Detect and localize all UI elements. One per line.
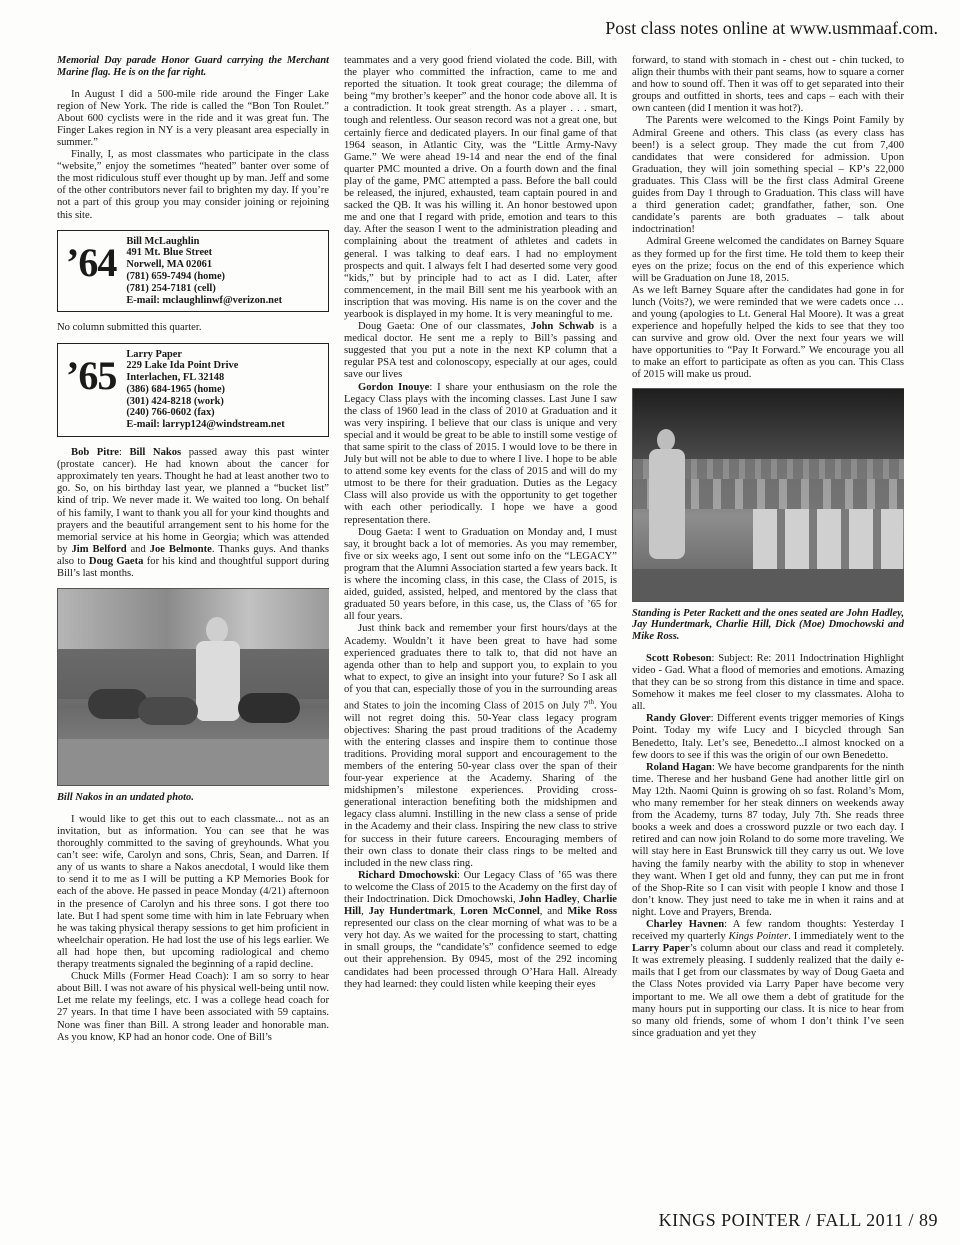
contact-phone-cell: (781) 254-7181 (cell) bbox=[126, 282, 216, 294]
contact-phone-home: (781) 659-7494 (home) bbox=[126, 271, 226, 283]
text-run: : A few random thoughts: Yesterday I received my quarterly bbox=[632, 918, 904, 943]
text-run: : Our Legacy Class of ’65 was there to welcome the Class of 2015 to the Academy on the first day of their Indoctrination. Dick Dmochowski, bbox=[344, 869, 617, 905]
text-run: , bbox=[576, 894, 583, 905]
paragraph: teammates and a very good friend violated the code. Bill, with the player who committed the infraction, came to me and reported the situation. It took great courage; the dilemma of being “my brother’s keeper” and the honor code above all. It is a contradiction. It took great strength. As a player . . . smart, tough and relentless. Our season record was not a great one, but certainly fierce and dedicated players. In our final game of that 1964 season, in Atlantic City, was the “Little Army-Navy Game.” We were ahead 19-14 and near the end of the final quarter PMC mounted a drive. On a fourth down and the final play of the game, PMC attempted a pass. Before the ball could be released, the injured, exhausted, team captain poured in and sacked the QB. It was his willing it. An honor bestowed upon me and one that I regard with pride, emotion and tears to this day. After the season I went to the administration pleading and complaining about the treatment of athletes and cadets in general. I was talking to deaf ears. I had no employment prospects and quit. I always felt I had deserted some very good “kids,” but by principle had to act as I did. Later, after commencement, in the mail Bill sent me his yearbook with an inscription that was moving. His name is on the cover and the yearbook is displayed in my home. It is very meaningful to me. bbox=[344, 55, 617, 320]
text-run: : Different events trigger memories of Kings Point. Today my wife Lucy and I bicycled through San Benedetto, Italy. Let’s see, Benedetto...I almost knocked on a few doors to see if this was the origin of our own Benedetto. bbox=[632, 713, 904, 761]
paragraph: forward, to stand with stomach in - chest out - chin tucked, to align their thumbs with their pant seams, how to square a corner and how to sound off. Then it was off to get separated into their groups and outfitted in shorts, tees and caps – each with their own canteen (did I mention it was hot?). bbox=[632, 55, 904, 115]
text-run: ’s column about our class and read it completely. It was extremely pleasing. I suddenly realized that the daily e-mails that I get from our classmates by way of Doug Gaeta and the Class Notes provided via Larry Paper have become very important to me. We all owe them a debt of gratitude for the many hours put in supporting our class. It is nice to hear from so many old friends, some of whom I don’t think I’ve seen since graduation and yet they bbox=[632, 943, 904, 1039]
contact-fax: (240) 766-0602 (fax) bbox=[126, 407, 215, 419]
text-run: , and bbox=[539, 906, 568, 918]
paragraph: Finally, I, as most classmates who participate in the class “website,” enjoy the sometimes “heated” banter over some of the most ridiculous stuff ever thought up by man. Jeff and some of the other contributors never fail to brighten my day. If you’re not a part of this group you may consider joining or rejoining this site. bbox=[57, 149, 329, 221]
text-run: . I immediately went to the bbox=[788, 931, 904, 943]
paragraph: The Parents were welcomed to the Kings Point Family by Admiral Greene and others. This class (as every class has been!) is a select group. They made the cut from 7,400 candidates that were considered for admission. Upon Graduation, they will join something special – KP’s 22,000 graduates. This Class will be the first class Admiral Greene guides from Day 1 through to Graduation. This class will have a third generation cadet; grandfather, father, son. One candidate’s parents are both graduates – talk about indoctrination! bbox=[632, 115, 904, 236]
author-name: Scott Robeson bbox=[646, 652, 712, 664]
contact-email[interactable]: E-mail: larryp124@windstream.net bbox=[126, 419, 285, 431]
contact-city: Interlachen, FL 32148 bbox=[126, 372, 225, 384]
person-name: Jim Belford bbox=[71, 543, 127, 555]
person-name: Doug Gaeta bbox=[88, 555, 144, 567]
author-name: Charley Havnen bbox=[646, 918, 725, 930]
paragraph-havnen bbox=[632, 919, 904, 1040]
text-run: for his kind and thoughtful support during Bill’s last months. bbox=[57, 555, 329, 580]
person-name: John Hadley bbox=[518, 894, 577, 905]
class-year-65: ’65 bbox=[66, 352, 117, 398]
text-run: , bbox=[452, 906, 461, 918]
photo-caption-nakos: Bill Nakos in an undated photo. bbox=[57, 792, 194, 804]
contact-city: Norwell, MA 02061 bbox=[126, 259, 213, 271]
person-name: Joe Belmonte bbox=[149, 543, 212, 555]
contact-street: 491 Mt. Blue Street bbox=[126, 247, 213, 259]
text-run: Doug Gaeta: One of our classmates, bbox=[358, 321, 531, 333]
paragraph-pitre: Bob Pitre: Bill Nakos passed away this past winter (prostate cancer). He had known about the cancer for approximately ten years. Thought he had at least another two to go. So, on his birthday last year, we planned a “bucket list” kind of trip. We never made it. We waited too long. On behalf of his family, I want to thank you all for your kind thoughts and prayers and the beautiful arrangement sent to his home for the memorial service at his home in Georgia; which was attended by Jim Belford and Joe Belmonte. Thanks guys. And thanks also to Doug Gaeta for his kind and thoughtful support during Bill’s last months. bbox=[57, 447, 329, 580]
class-year-64: ’64 bbox=[66, 239, 117, 285]
class-64-contact-box bbox=[57, 230, 329, 313]
author-name: Bob Pitre bbox=[71, 447, 119, 459]
text-run: : Subject: Re: 2011 Indoctrination Highlight video - Gad. What a flood of memories and emotions. Amazing that they can be so strong from this distance in time and space. Somehow it makes me feel closer to my classmates. Aloha to all. bbox=[632, 652, 904, 713]
contact-name: Bill McLaughlin bbox=[126, 235, 200, 247]
paragraph-robeson bbox=[632, 653, 904, 713]
column-2 bbox=[344, 55, 617, 1180]
contact-email[interactable]: E-mail: mclaughlinwf@verizon.net bbox=[126, 294, 283, 306]
class-65-contact-box bbox=[57, 343, 329, 438]
author-name: Randy Glover bbox=[646, 713, 711, 725]
header-url-note: Post class notes online at www.usmmaaf.com. bbox=[605, 18, 938, 38]
text-run: . You will not regret doing this. 50-Year class legacy program objectives: Sharing the past proud traditions of the Academy with the entering classes and inspire them to continue those traditions. Providing moral support and encouragement to the members of the entering 50-year class over the span of their four-year experience at the Academy. Sharing of the midshipmen’s milestone experiences. Providing cross-generational interaction benefiting both the midshipmen and legacy class alumni. Instilling in the new class a sense of pride in the Academy and their class. Inspiring the new class to strive for success in their future careers. Encouraging members of their own class to donate their class rings to be melted and included in the new class ring. bbox=[344, 700, 617, 869]
contact-street: 229 Lake Ida Point Drive bbox=[126, 360, 239, 372]
column-3 bbox=[632, 55, 904, 1180]
paragraph: I would like to get this out to each classmate... not as an invitation, but as information. You can see that he was thoroughly committed to the saving of greyhounds. What you can’t see: wife, Carolyn and sons, Chris, Sean, and Darren. If any of us wants to share a Nakos anecdotal, I would like them to send it to me as I will be putting a KP Memories Book for each of the above. He passed in peace Monday (4/21) afternoon in the presence of Carolyn and his three sons. I got there too late. But I had spent some time with him in late February when he was taking physical therapy sessions to get him proficient in wheelchair operation. He had lost the use of his legs earlier. We all had hope then, but upcoming radiological and chemo therapy treatments signaled the beginning of a rapid decline. bbox=[57, 813, 329, 971]
photo-caption-legacy-class: Standing is Peter Rackett and the ones seated are John Hadley, Jay Hundertmark, Charlie Hill, Dick (Moe) Dmochowski and Mike Ross. bbox=[632, 607, 904, 643]
paragraph: Doug Gaeta: I went to Graduation on Monday and, I must say, it brought back a lot of memories. As you may remember, five or six weeks ago, I sent out some info on the “LEGACY” program that the Alumni Association started a few years back. It is where the incoming class, in this case, the Class of 2015, is aided, guided, assisted, helped, and mentored by the class that graduated 50 years before, in this case, us, the Class of ’65 for all four years. bbox=[344, 526, 617, 623]
paragraph-gaeta-schwab bbox=[344, 321, 617, 381]
author-name: Roland Hagan bbox=[646, 761, 712, 773]
person-name: Loren McConnel bbox=[460, 906, 540, 918]
column-1 bbox=[57, 55, 329, 1180]
paragraph-inouye bbox=[344, 382, 617, 527]
paragraph: Admiral Greene welcomed the candidates on Barney Square as they formed up for the first time. He told them to keep their eyes on the prize; focus on the end of this experience which will be Graduation on June 18, 2015. bbox=[632, 236, 904, 284]
text-run: . Thanks guys. And thanks also to bbox=[57, 543, 329, 567]
article-columns bbox=[57, 55, 929, 1180]
person-name: Jay Hundertmark bbox=[368, 906, 453, 918]
person-name: John Schwab bbox=[530, 321, 595, 333]
text-run: : I share your enthusiasm on the role the Legacy Class plays with the incoming classes. Last June I saw the class of 1960 lead in the class of 2010 at Graduation and it was very inspiring. I believe that our class is unique and very special and it would be great to be able to instill some vestige of that same spirit to the class of 2015. I would love to be there in July but will not be able to due to where I live. I hope to be able to attend some key events for the class of 2015 and will do my utmost to be there for their graduation. Duties as the Legacy Class will also provide us with the opportunity to get together with each other periodically. I hope we have a good representation there. bbox=[344, 381, 617, 526]
superscript: th bbox=[588, 697, 594, 706]
author-name: Richard Dmochowski bbox=[358, 869, 458, 881]
paragraph: As we left Barney Square after the candidates had gone in for lunch (Voits?), we were reminded that we were cadets once … and young (apologies to Lt. General Hal Moore). It was a great experience and hopefully helped the kids to see that they too can survive and grow old. Over the next four years we will have opportunities to “Pay It Forward.” We encourage you all to make an effort to participate as often as you can. This Class of 2015 will make us proud. bbox=[632, 284, 904, 381]
person-name: Charlie Hill bbox=[344, 894, 617, 918]
text-run: represented our class on the clear morning of what was to be a very hot day. As we waited for the processing to start, chatting in small groups, the “candidate’s” confidence seemed to edge out their apprehension. By 0945, most of the 292 incoming candidates had been processed through O’Hara Hall. Already they had learned: they could listen while keeping their eyes bbox=[344, 918, 617, 990]
contact-name: Larry Paper bbox=[126, 348, 183, 360]
paragraph-hagan bbox=[632, 762, 904, 919]
text-run: : We have become grandparents for the ninth time. Therese and her husband Gene had another little girl on May 12th. Naomi Quinn is growing oh so fast. Roland’s Mom, who many remember for her steak dinners on weekends away from the Academy, turns 87 today, July 7th. She reads three books a week and does a crossword puzzle or two each day. I retired and can now join Roland to do some more traveling. We will stay here in East Brunswick till they carry us out. We love having the family nearby with the ability to stop in whenever they want. When I get old and funny, they can put me in front of the Shop-Rite so I can visit with people I know and those I don’t know. They just need to take me in when it rains and at night. Love and Prayers, Brenda. bbox=[632, 761, 904, 918]
paragraph: In August I did a 500-mile ride around the Finger Lake region of New York. The ride is called the “Bon Ton Roulet.” About 600 cyclists were in the ride and it was great fun. The Finger Lakes region in NY is a very pleasant area especially in summer.” bbox=[57, 88, 329, 148]
paragraph: Chuck Mills (Former Head Coach): I am so sorry to hear about Bill. I was not aware of his physical well-being until now. Let me relate my feelings, etc. I was a college head coach for 27 years. In that time I have been associated with 59 captains. None was finer than Bill. A strong leader and honorable man. As you know, KP had an honor code. One of Bill’s bbox=[57, 971, 329, 1043]
person-name: Bill Nakos bbox=[129, 447, 182, 459]
publication-title: Kings Pointer bbox=[728, 931, 789, 943]
text-run: passed away this past winter (prostate cancer). He had known about the cancer for approximately ten years. Thought he had at least another two to go. So, on his birthday last year, we planned a “bucket list” kind of trip. We never made it. We waited too long. On behalf of his family, I want to thank you all for your kind thoughts and prayers and the beautiful arrangement sent to his home for the memorial service at his home in Georgia; which was attended by bbox=[57, 447, 329, 555]
paragraph-legacy bbox=[344, 623, 617, 869]
text-run: , bbox=[361, 906, 369, 918]
author-name: Gordon Inouye bbox=[358, 381, 430, 393]
no-column-note: No column submitted this quarter. bbox=[57, 322, 202, 334]
contact-details bbox=[126, 349, 284, 432]
photo-legacy-class-seated bbox=[632, 388, 904, 602]
text-run: is a medical doctor. He sent me a reply to Bill’s passing and suggested that you put a note in the next KP column that a regular PSA test and colonoscopy, especially at our ages, could save our lives bbox=[344, 321, 617, 381]
contact-phone-home: (386) 684-1965 (home) bbox=[126, 383, 226, 395]
contact-details bbox=[126, 236, 282, 307]
person-name: Mike Ross bbox=[567, 906, 617, 918]
paragraph-glover bbox=[632, 713, 904, 761]
page-folio: KINGS POINTER / FALL 2011 / 89 bbox=[658, 1210, 938, 1230]
caption-honor-guard: Memorial Day parade Honor Guard carrying the Merchant Marine flag. He is on the far right. bbox=[57, 55, 329, 78]
text-run: and bbox=[126, 543, 150, 555]
person-name: Larry Paper bbox=[632, 943, 690, 955]
photo-bill-nakos-greyhounds bbox=[57, 588, 329, 786]
paragraph-dmochowski bbox=[344, 870, 617, 991]
contact-phone-work: (301) 424-8218 (work) bbox=[126, 395, 224, 407]
text-run: Just think back and remember your first hours/days at the Academy. Wouldn’t it have been great to have had some experienced graduates there to talk to, that did not have an agenda other than to help and support you, to explain to you what to expect, to give an insight into your future? So I ask all of you that can, especially those of you in the surrounding areas and States to join the incoming Class of 2015 on July 7 bbox=[344, 623, 617, 712]
